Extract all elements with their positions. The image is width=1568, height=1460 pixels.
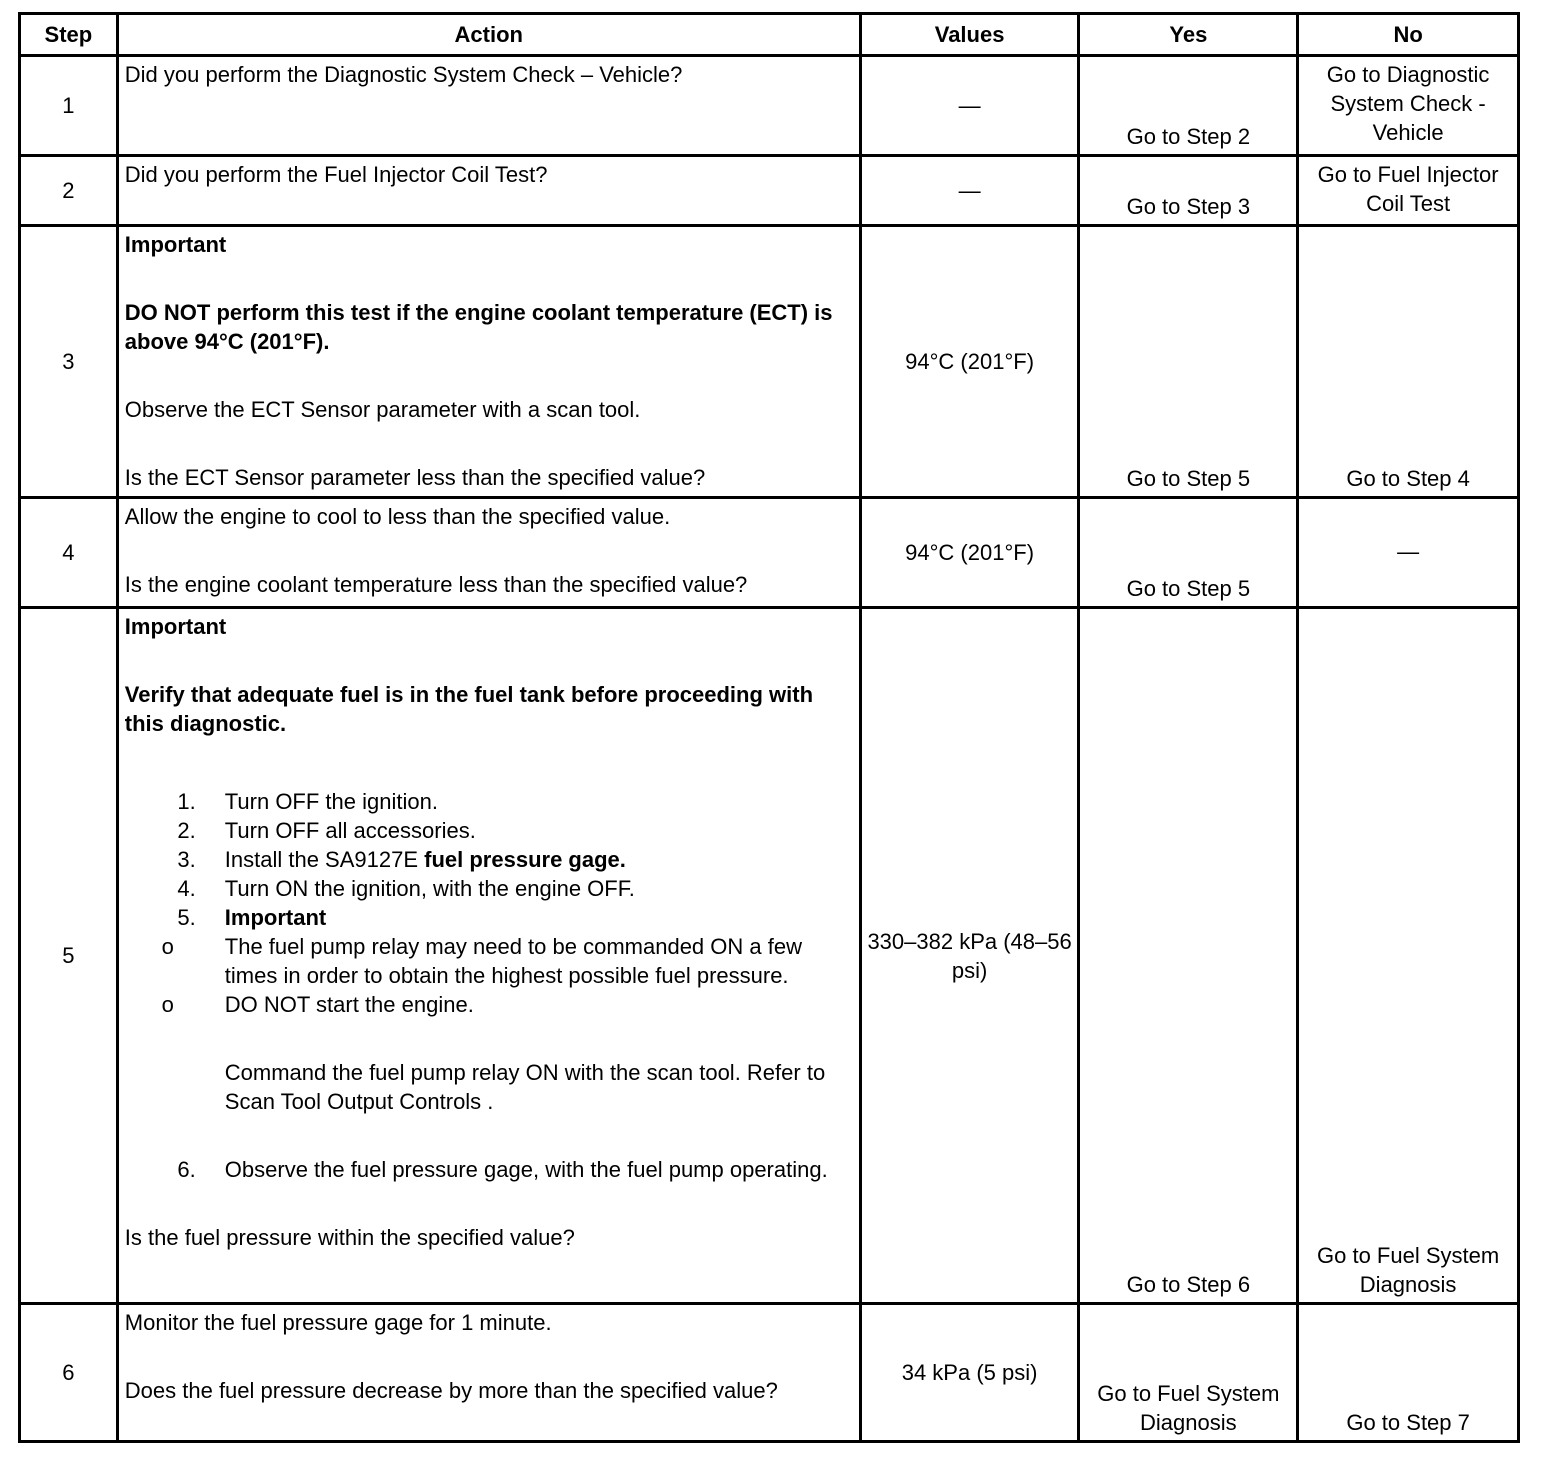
action-question: Is the ECT Sensor parameter less than the specified value?	[124, 465, 706, 490]
list-text-bold: fuel pressure gage.	[424, 847, 626, 872]
bullet-marker: o	[161, 934, 174, 959]
no-cell: Go to Diagnostic System Check - Vehicle	[1298, 56, 1519, 156]
command-text: Command the fuel pump relay ON with the scan tool. Refer to Scan Tool Output Controls .	[224, 1060, 826, 1114]
action-cell	[117, 226, 860, 498]
value-cell: 94°C (201°F)	[860, 498, 1079, 608]
yes-cell: Go to Step 6	[1079, 608, 1298, 1304]
list-text: Turn OFF the ignition.	[224, 789, 438, 814]
action-cell	[117, 498, 860, 608]
table-row-step-6	[20, 1304, 1519, 1442]
table-row-step-3	[20, 226, 1519, 498]
value-cell: 34 kPa (5 psi)	[860, 1304, 1079, 1442]
list-item	[125, 903, 855, 1155]
table-row-step-1	[20, 56, 1519, 156]
bullet-marker: o	[161, 992, 174, 1017]
table-row-step-2	[20, 156, 1519, 226]
list-item	[125, 787, 855, 816]
yes-cell: Go to Step 5	[1079, 498, 1298, 608]
yes-cell: Go to Step 5	[1079, 226, 1298, 498]
no-cell: Go to Fuel Injector Coil Test	[1298, 156, 1519, 226]
list-text	[161, 903, 855, 1155]
list-item	[125, 874, 855, 903]
procedure-list	[125, 787, 855, 1184]
list-item	[125, 816, 855, 845]
value-cell: —	[860, 56, 1079, 156]
header-no: No	[1298, 14, 1519, 56]
list-number: 2.	[177, 818, 196, 843]
diagnostic-table	[18, 12, 1520, 1443]
bullet-list	[125, 932, 855, 1019]
table-row-step-4	[20, 498, 1519, 608]
action-question: Is the fuel pressure within the specified value?	[124, 1225, 575, 1250]
action-instruction: Allow the engine to cool to less than the specified value.	[124, 504, 671, 529]
step-number: 6	[20, 1304, 118, 1442]
list-text: Turn OFF all accessories.	[224, 818, 476, 843]
header-row	[20, 14, 1519, 56]
list-number: 1.	[177, 789, 196, 814]
value-cell: 94°C (201°F)	[860, 226, 1079, 498]
list-number: 6.	[177, 1157, 196, 1182]
action-cell	[117, 1304, 860, 1442]
list-text-prefix: Install the SA9127E	[224, 847, 425, 872]
list-number: 5.	[177, 905, 196, 930]
action-cell	[117, 156, 860, 226]
value-cell: 330–382 kPa (48–56 psi)	[860, 608, 1079, 1304]
table-row-step-5	[20, 608, 1519, 1304]
important-label: Important	[124, 614, 227, 639]
bullet-text: The fuel pump relay may need to be commanded ON a few times in order to obtain the highest possible fuel pressure.	[224, 934, 802, 988]
list-item	[125, 1155, 855, 1184]
important-label: Important	[124, 232, 227, 257]
bullet-item	[125, 990, 855, 1019]
list-text: Observe the fuel pressure gage, with the fuel pump operating.	[224, 1157, 828, 1182]
list-number: 4.	[177, 876, 196, 901]
action-cell	[117, 56, 860, 156]
action-question: Does the fuel pressure decrease by more than the specified value?	[124, 1378, 778, 1403]
action-question: Did you perform the Fuel Injector Coil Test?	[124, 162, 548, 187]
yes-cell: Go to Step 2	[1079, 56, 1298, 156]
step-number: 5	[20, 608, 118, 1304]
list-text	[225, 845, 855, 874]
important-text: Verify that adequate fuel is in the fuel tank before proceeding with this diagnostic.	[124, 682, 814, 736]
step-number: 2	[20, 156, 118, 226]
step-number: 1	[20, 56, 118, 156]
action-cell	[117, 608, 860, 1304]
no-cell: Go to Fuel System Diagnosis	[1298, 608, 1519, 1304]
yes-cell: Go to Fuel System Diagnosis	[1079, 1304, 1298, 1442]
important-label: Important	[224, 905, 327, 930]
yes-cell: Go to Step 3	[1079, 156, 1298, 226]
header-values: Values	[860, 14, 1079, 56]
list-item	[125, 845, 855, 874]
no-cell: Go to Step 7	[1298, 1304, 1519, 1442]
action-instruction: Observe the ECT Sensor parameter with a scan tool.	[124, 397, 641, 422]
value-cell: —	[860, 156, 1079, 226]
action-instruction: Monitor the fuel pressure gage for 1 minute.	[124, 1310, 552, 1335]
no-cell: —	[1298, 498, 1519, 608]
action-question: Is the engine coolant temperature less than the specified value?	[124, 572, 748, 597]
no-cell: Go to Step 4	[1298, 226, 1519, 498]
header-step: Step	[20, 14, 118, 56]
header-yes: Yes	[1079, 14, 1298, 56]
step-number: 3	[20, 226, 118, 498]
bullet-text: DO NOT start the engine.	[224, 992, 474, 1017]
header-action: Action	[117, 14, 860, 56]
bullet-item	[125, 932, 855, 990]
step-number: 4	[20, 498, 118, 608]
list-number: 3.	[177, 847, 196, 872]
list-text: Turn ON the ignition, with the engine OFF.	[224, 876, 635, 901]
important-text: DO NOT perform this test if the engine coolant temperature (ECT) is above 94°C (201°F).	[124, 300, 833, 354]
action-question: Did you perform the Diagnostic System Check – Vehicle?	[124, 62, 683, 87]
